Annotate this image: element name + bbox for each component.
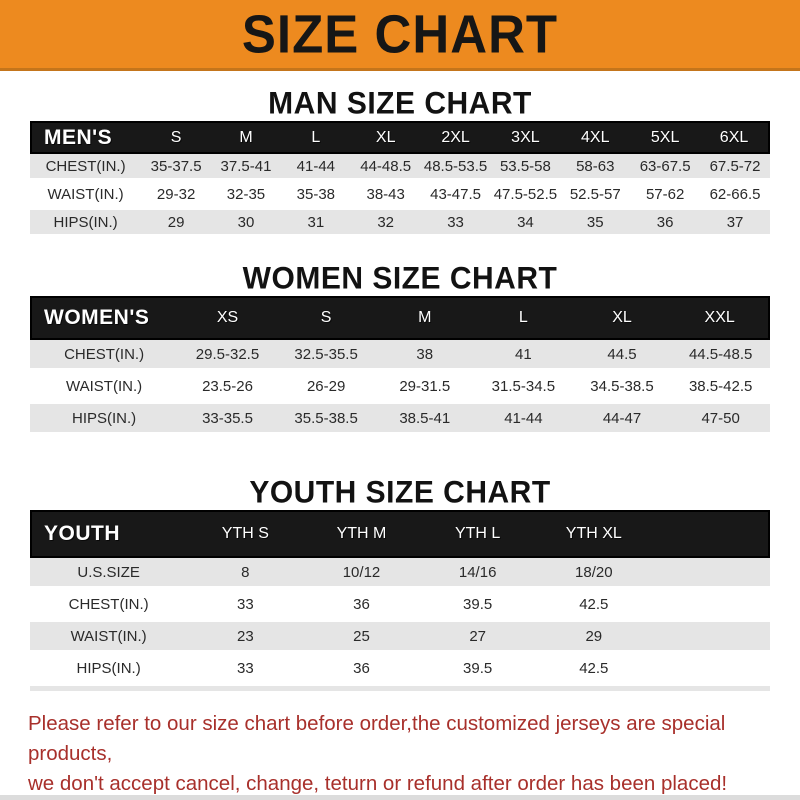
size-cell: 41-44 <box>281 154 351 182</box>
row-label: HIPS(IN.) <box>30 654 187 686</box>
table-row <box>30 210 770 238</box>
size-cell: 29-31.5 <box>375 372 474 404</box>
size-cell: 37 <box>700 210 770 238</box>
size-cell: 47-50 <box>671 404 770 436</box>
man-size-chart-heading: MAN SIZE CHART <box>268 86 532 121</box>
size-cell: 42.5 <box>536 654 652 686</box>
size-cell: 34 <box>490 210 560 238</box>
table-header-row <box>30 510 770 558</box>
size-cell: 37.5-41 <box>211 154 281 182</box>
size-column-header: S <box>277 296 376 340</box>
size-cell: 18/20 <box>536 558 652 590</box>
size-cell: 32 <box>351 210 421 238</box>
table-row <box>30 404 770 436</box>
size-cell: 33-35.5 <box>178 404 277 436</box>
table-corner-label: YOUTH <box>30 510 187 558</box>
size-column-header: YTH S <box>187 510 303 558</box>
size-column-header: YTH XL <box>536 510 652 558</box>
size-cell: 38-43 <box>351 182 421 210</box>
size-cell: 53.5-58 <box>490 154 560 182</box>
size-cell: 48.5-53.5 <box>421 154 491 182</box>
disclaimer-line-1: Please refer to our size chart before order,the customized jerseys are special products, <box>28 712 726 765</box>
table-corner-label: WOMEN'S <box>30 296 178 340</box>
size-cell: 35-37.5 <box>141 154 211 182</box>
size-column-header: 5XL <box>630 121 700 154</box>
size-cell: 38.5-41 <box>375 404 474 436</box>
size-cell: 34.5-38.5 <box>573 372 672 404</box>
size-cell: 23 <box>187 622 303 654</box>
size-column-header: M <box>375 296 474 340</box>
size-column-header: 6XL <box>700 121 770 154</box>
size-column-header: L <box>281 121 351 154</box>
row-label: HIPS(IN.) <box>30 210 141 238</box>
table-row <box>30 622 770 654</box>
size-cell: 39.5 <box>420 590 536 622</box>
table-row <box>30 558 770 590</box>
size-cell: 62-66.5 <box>700 182 770 210</box>
size-chart-banner <box>0 0 800 71</box>
size-cell: 67.5-72 <box>700 154 770 182</box>
row-label: U.S.SIZE <box>30 558 187 590</box>
size-cell: 57-62 <box>630 182 700 210</box>
size-cell: 36 <box>303 590 419 622</box>
filler-column <box>652 510 770 558</box>
table-row <box>30 182 770 210</box>
size-column-header: XL <box>351 121 421 154</box>
size-cell: 38 <box>375 340 474 372</box>
table-row <box>30 590 770 622</box>
bottom-strip <box>0 795 800 800</box>
size-cell: 35-38 <box>281 182 351 210</box>
table-row <box>30 372 770 404</box>
filler-cell <box>652 558 770 590</box>
size-cell: 42.5 <box>536 590 652 622</box>
size-column-header: XS <box>178 296 277 340</box>
row-label: WAIST(IN.) <box>30 182 141 210</box>
size-cell: 31.5-34.5 <box>474 372 573 404</box>
row-label: CHEST(IN.) <box>30 154 141 182</box>
size-cell: 25 <box>303 622 419 654</box>
size-column-header: M <box>211 121 281 154</box>
row-label: WAIST(IN.) <box>30 372 178 404</box>
table-row <box>30 154 770 182</box>
size-cell: 14/16 <box>420 558 536 590</box>
table-corner-label: MEN'S <box>30 121 141 154</box>
table-row <box>30 340 770 372</box>
men-size-table <box>30 121 770 238</box>
size-column-header: 3XL <box>490 121 560 154</box>
size-cell: 29 <box>141 210 211 238</box>
size-cell: 44-47 <box>573 404 672 436</box>
size-cell: 41 <box>474 340 573 372</box>
size-cell: 47.5-52.5 <box>490 182 560 210</box>
disclaimer-line-2: we don't accept cancel, change, teturn or refund after order has been placed! <box>28 772 728 795</box>
size-cell: 29.5-32.5 <box>178 340 277 372</box>
size-cell: 29-32 <box>141 182 211 210</box>
size-cell: 27 <box>420 622 536 654</box>
table-header-row <box>30 296 770 340</box>
table-header-row <box>30 121 770 154</box>
size-cell: 32-35 <box>211 182 281 210</box>
size-cell: 26-29 <box>277 372 376 404</box>
filler-cell <box>652 622 770 654</box>
size-cell: 33 <box>187 654 303 686</box>
row-label: CHEST(IN.) <box>30 590 187 622</box>
youth-size-chart-heading: YOUTH SIZE CHART <box>249 475 551 510</box>
row-label: HIPS(IN.) <box>30 404 178 436</box>
size-cell: 8 <box>187 558 303 590</box>
size-cell: 63-67.5 <box>630 154 700 182</box>
size-cell: 32.5-35.5 <box>277 340 376 372</box>
banner-title: SIZE CHART <box>241 3 559 65</box>
women-size-chart-heading: WOMEN SIZE CHART <box>242 261 558 296</box>
size-cell: 44-48.5 <box>351 154 421 182</box>
women-size-table <box>30 296 770 436</box>
size-cell: 33 <box>187 590 303 622</box>
size-cell: 43-47.5 <box>421 182 491 210</box>
size-cell: 41-44 <box>474 404 573 436</box>
size-column-header: 4XL <box>560 121 630 154</box>
size-cell: 33 <box>421 210 491 238</box>
size-column-header: YTH M <box>303 510 419 558</box>
size-column-header: YTH L <box>420 510 536 558</box>
size-cell: 38.5-42.5 <box>671 372 770 404</box>
size-cell: 29 <box>536 622 652 654</box>
size-cell: 36 <box>630 210 700 238</box>
table-row <box>30 654 770 686</box>
size-cell: 35 <box>560 210 630 238</box>
size-column-header: XL <box>573 296 672 340</box>
size-column-header: L <box>474 296 573 340</box>
size-column-header: S <box>141 121 211 154</box>
size-cell: 36 <box>303 654 419 686</box>
size-cell: 44.5-48.5 <box>671 340 770 372</box>
size-cell: 35.5-38.5 <box>277 404 376 436</box>
size-column-header: XXL <box>671 296 770 340</box>
size-cell: 31 <box>281 210 351 238</box>
row-label: WAIST(IN.) <box>30 622 187 654</box>
disclaimer-text <box>28 709 772 799</box>
filler-cell <box>652 654 770 686</box>
size-cell: 44.5 <box>573 340 672 372</box>
size-cell: 30 <box>211 210 281 238</box>
size-cell: 23.5-26 <box>178 372 277 404</box>
youth-size-table <box>30 510 770 691</box>
size-cell: 58-63 <box>560 154 630 182</box>
size-column-header: 2XL <box>421 121 491 154</box>
size-cell: 52.5-57 <box>560 182 630 210</box>
filler-cell <box>652 590 770 622</box>
row-label: CHEST(IN.) <box>30 340 178 372</box>
size-cell: 10/12 <box>303 558 419 590</box>
size-cell: 39.5 <box>420 654 536 686</box>
